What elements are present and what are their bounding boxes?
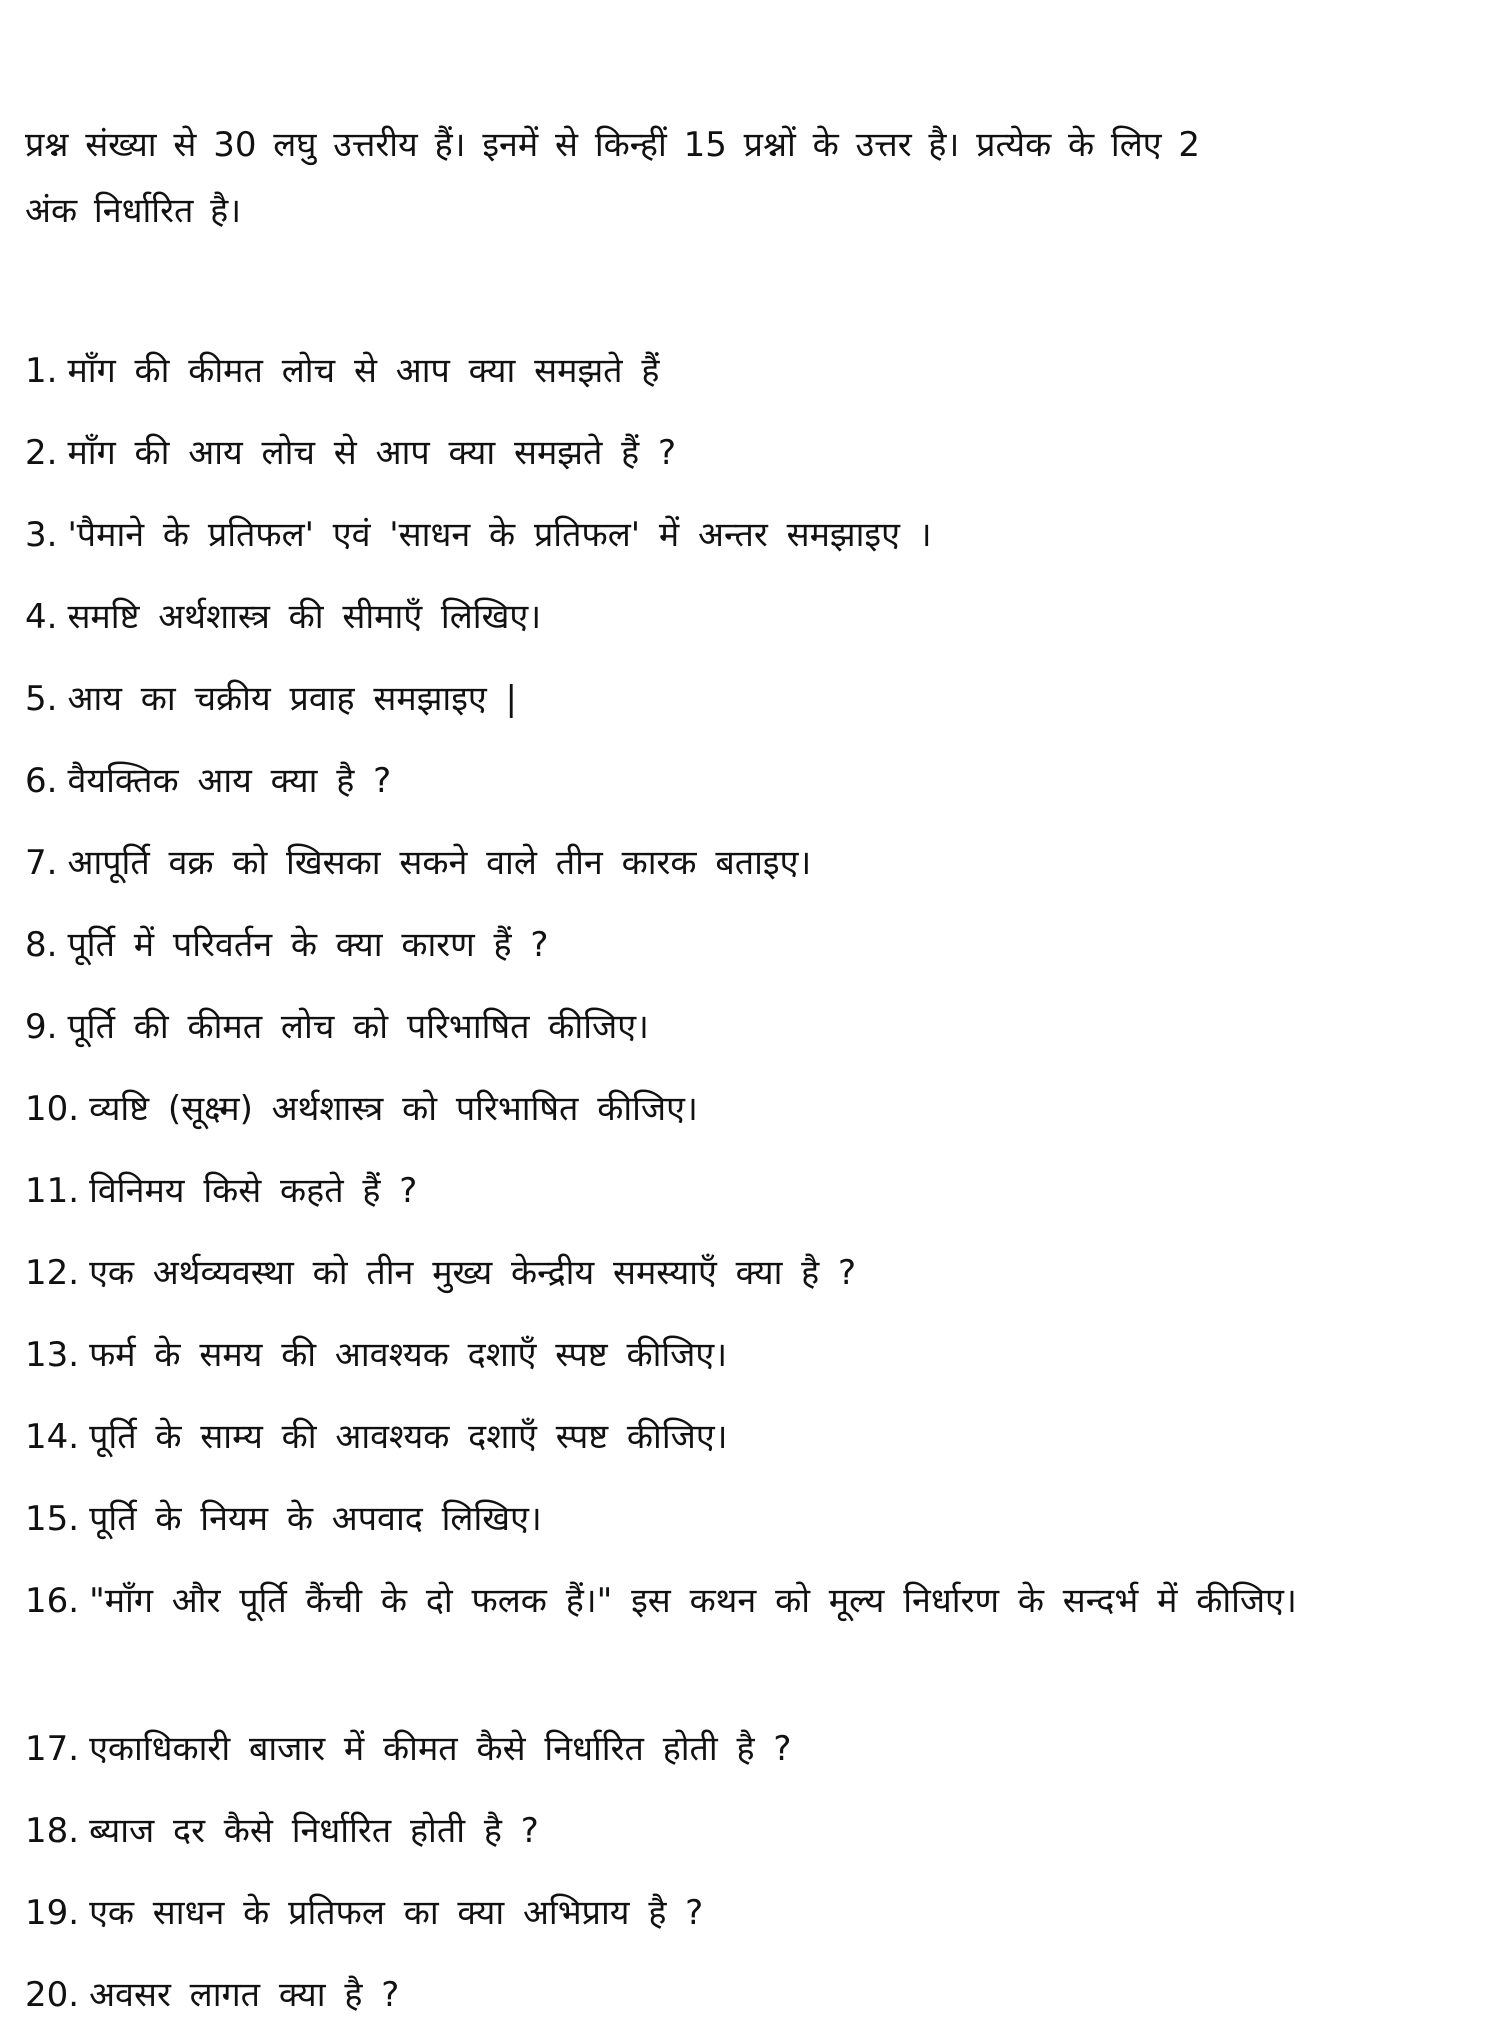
question-text: आय का चक्रीय प्रवाह समझाइए | <box>67 679 517 719</box>
question-text: आपूर्ति वक्र को खिसका सकने वाले तीन कारक बताइए। <box>67 843 812 883</box>
question-item <box>25 1158 1485 1240</box>
instructions-line-1: प्रश्न संख्या से 30 लघु उत्तरीय हैं। इनमें से किन्हीं 15 प्रश्नों के उत्तर है। प्रत्येक के लिए 2 <box>25 125 1201 165</box>
question-number: 14. <box>25 1417 80 1457</box>
question-text: "माँग और पूर्ति कैंची के दो फलक हैं।" इस कथन को मूल्य निर्धारण के सन्दर्भ में कीजिए। <box>89 1581 1297 1621</box>
question-text: पूर्ति की कीमत लोच को परिभाषित कीजिए। <box>67 1007 649 1047</box>
question-text: माँग की कीमत लोच से आप क्या समझते हैं <box>67 351 660 391</box>
question-text: 'पैमाने के प्रतिफल' एवं 'साधन के प्रतिफल' में अन्तर समझाइए । <box>67 515 932 555</box>
instructions-paragraph <box>25 112 1485 244</box>
question-item <box>25 1322 1485 1404</box>
question-item <box>25 994 1485 1076</box>
instructions-line-2: अंक निर्धारित है। <box>25 191 242 231</box>
question-number: 7. <box>25 843 58 883</box>
question-number: 20. <box>25 1975 80 2015</box>
question-text: एकाधिकारी बाजार में कीमत कैसे निर्धारित होती है ? <box>89 1729 792 1769</box>
question-number: 9. <box>25 1007 58 1047</box>
question-item <box>25 666 1485 748</box>
question-item <box>25 502 1485 584</box>
question-text: पूर्ति के साम्य की आवश्यक दशाएँ स्पष्ट कीजिए। <box>89 1417 728 1457</box>
question-item <box>25 1716 1485 1798</box>
question-number: 15. <box>25 1499 80 1539</box>
question-text: माँग की आय लोच से आप क्या समझते हैं ? <box>67 433 677 473</box>
question-number: 17. <box>25 1729 80 1769</box>
question-text: समष्टि अर्थशास्त्र की सीमाएँ लिखिए। <box>67 597 542 637</box>
question-item <box>25 1240 1485 1322</box>
question-number: 1. <box>25 351 58 391</box>
question-number: 19. <box>25 1893 80 1933</box>
question-number: 18. <box>25 1811 80 1851</box>
question-number: 11. <box>25 1171 80 1211</box>
question-number: 16. <box>25 1581 80 1621</box>
question-text: विनिमय किसे कहते हैं ? <box>89 1171 418 1211</box>
question-item <box>25 1568 1485 1716</box>
question-text: पूर्ति में परिवर्तन के क्या कारण हैं ? <box>67 925 549 965</box>
question-item <box>25 584 1485 666</box>
question-item <box>25 420 1485 502</box>
question-item <box>25 830 1485 912</box>
question-number: 12. <box>25 1253 80 1293</box>
question-item <box>25 748 1485 830</box>
question-item <box>25 912 1485 994</box>
question-number: 5. <box>25 679 58 719</box>
question-item <box>25 1798 1485 1880</box>
question-number: 4. <box>25 597 58 637</box>
question-number: 3. <box>25 515 58 555</box>
question-item <box>25 338 1485 420</box>
question-number: 2. <box>25 433 58 473</box>
question-text: एक अर्थव्यवस्था को तीन मुख्य केन्द्रीय समस्याएँ क्या है ? <box>89 1253 857 1293</box>
question-item <box>25 1880 1485 1962</box>
question-text: वैयक्तिक आय क्या है ? <box>67 761 392 801</box>
question-item <box>25 1486 1485 1568</box>
question-text: ब्याज दर कैसे निर्धारित होती है ? <box>89 1811 539 1851</box>
question-text: पूर्ति के नियम के अपवाद लिखिए। <box>89 1499 542 1539</box>
question-number: 8. <box>25 925 58 965</box>
question-text: एक साधन के प्रतिफल का क्या अभिप्राय है ? <box>89 1893 704 1933</box>
question-item <box>25 1076 1485 1158</box>
question-list <box>25 338 1485 2044</box>
question-text: व्यष्टि (सूक्ष्म) अर्थशास्त्र को परिभाषित कीजिए। <box>89 1089 698 1129</box>
question-number: 13. <box>25 1335 80 1375</box>
question-item <box>25 1962 1485 2044</box>
question-text: फर्म के समय की आवश्यक दशाएँ स्पष्ट कीजिए। <box>89 1335 728 1375</box>
question-number: 6. <box>25 761 58 801</box>
question-number: 10. <box>25 1089 80 1129</box>
question-text: अवसर लागत क्या है ? <box>89 1975 400 2015</box>
question-item <box>25 1404 1485 1486</box>
